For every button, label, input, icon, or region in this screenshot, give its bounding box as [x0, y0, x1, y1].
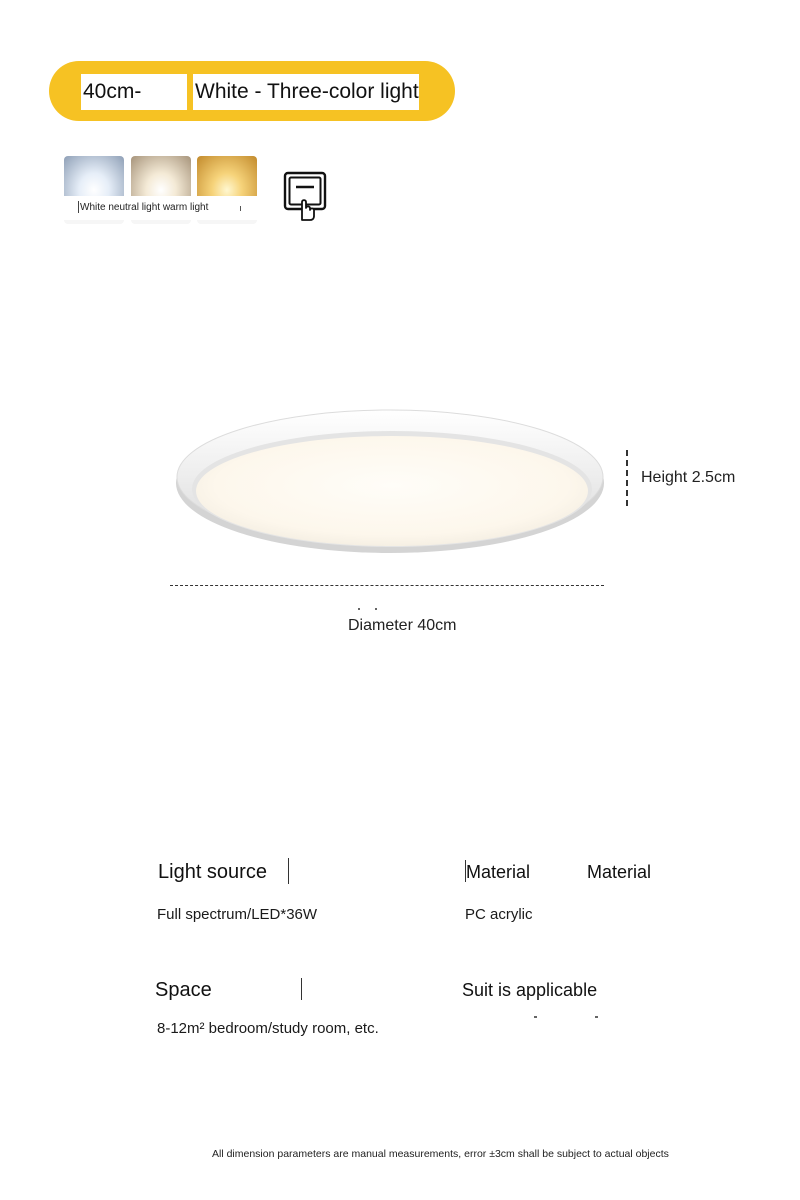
variant-label-box — [193, 74, 419, 110]
material-heading: Material — [466, 862, 531, 882]
diameter-dimension-line — [170, 585, 604, 586]
size-label: 40cm- — [83, 80, 142, 103]
neutral-light-glow — [131, 156, 191, 196]
height-label: Height 2.5cm — [641, 469, 736, 486]
divider — [301, 978, 302, 1000]
ceiling-lamp-illustration — [160, 395, 620, 575]
space-value: 8-12m² bedroom/study room, etc. — [157, 1020, 379, 1037]
warm-light-glow — [197, 156, 257, 196]
diameter-tick-marks — [355, 607, 385, 611]
suit-applicable-heading: Suit is applicable — [462, 980, 598, 1000]
white-light-glow — [64, 156, 124, 196]
swatch-caption-text: White neutral light warm light — [80, 202, 209, 213]
divider — [288, 858, 289, 884]
diameter-label: Diameter 40cm — [348, 617, 457, 634]
material-heading-secondary: Material — [587, 862, 652, 882]
material-value: PC acrylic — [465, 906, 533, 923]
swatch-caption — [64, 196, 257, 220]
space-heading: Space — [155, 979, 212, 1001]
size-label-box — [81, 74, 187, 110]
light-source-heading: Light source — [158, 861, 267, 883]
variant-label: White - Three-color light — [195, 80, 419, 103]
light-source-value: Full spectrum/LED*36W — [157, 906, 318, 923]
height-dimension-line — [626, 450, 628, 506]
measurement-footnote: All dimension parameters are manual measurements, error ±3cm shall be subject to actual objects — [212, 1148, 669, 1160]
wall-switch-icon — [282, 170, 328, 222]
